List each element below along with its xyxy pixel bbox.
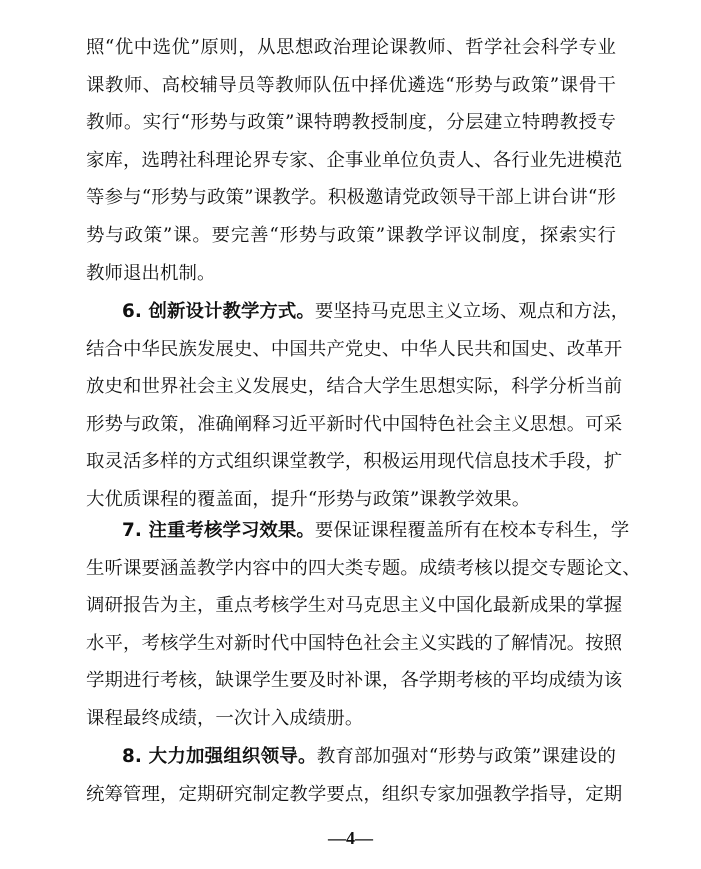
text-line: 统筹管理，定期研究制定教学要点，组织专家加强教学指导，定期 (86, 783, 623, 805)
text-line: 课教师、高校辅导员等教师队伍中择优遴选“形势与政策”课骨干 (86, 74, 616, 96)
section-heading: 7. 注重考核学习效果。 (122, 520, 315, 541)
text-line: 课程最终成绩，一次计入成绩册。 (86, 707, 364, 729)
text-line: 大优质课程的覆盖面，提升“形势与政策”课教学效果。 (86, 488, 531, 510)
section-heading: 8. 大力加强组织领导。 (122, 746, 317, 767)
paragraph-teaching-methods (86, 293, 630, 519)
text-line: 照“优中选优”原则，从思想政治理论课教师、哲学社会科学专业 (86, 37, 616, 58)
text-line: 取灵活多样的方式组织课堂教学，积极运用现代信息技术手段，扩 (86, 451, 623, 473)
text-line: 放史和世界社会主义发展史，结合大学生思想实际，科学分析当前 (86, 376, 623, 398)
section-heading: 6. 创新设计教学方式。 (122, 301, 315, 322)
text-line: 生听课要涵盖教学内容中的四大类专题。成绩考核以提交专题论文、 (86, 557, 641, 579)
text-line (86, 738, 616, 776)
text-line: 形势与政策，准确阐释习近平新时代中国特色社会主义思想。可采 (86, 413, 623, 435)
text-line (86, 293, 630, 331)
text-run: 要坚持马克思主义立场、观点和方法， (314, 301, 630, 322)
paragraph-leadership (86, 738, 623, 813)
text-line: 等参与“形势与政策”课教学。积极邀请党政领导干部上讲台讲“形 (86, 187, 616, 209)
paragraph-teachers (86, 29, 623, 292)
text-line: 水平，考核学生对新时代中国特色社会主义实践的了解情况。按照 (86, 632, 623, 654)
page-number: —4— (328, 828, 373, 848)
text-line: 家库，选聘社科理论界专家、企事业单位负责人、各行业先进模范 (86, 149, 623, 171)
text-line (86, 512, 630, 550)
text-line: 教师。实行“形势与政策”课特聘教授制度，分层建立特聘教授专 (86, 112, 616, 134)
text-line: 调研报告为主，重点考核学生对马克思主义中国化最新成果的掌握 (86, 595, 623, 617)
text-line: 教师退出机制。 (86, 262, 216, 284)
text-line: 势与政策”课。要完善“形势与政策”课教学评议制度，探索实行 (86, 224, 616, 246)
text-line: 结合中华民族发展史、中国共产党史、中华人民共和国史、改革开 (86, 338, 623, 360)
text-run: 教育部加强对“形势与政策”课建设的 (316, 746, 616, 767)
paragraph-assessment (86, 512, 641, 738)
text-run: 要保证课程覆盖所有在校本专科生，学 (314, 520, 630, 541)
text-line: 学期进行考核，缺课学生要及时补课，各学期考核的平均成绩为该 (86, 670, 623, 692)
